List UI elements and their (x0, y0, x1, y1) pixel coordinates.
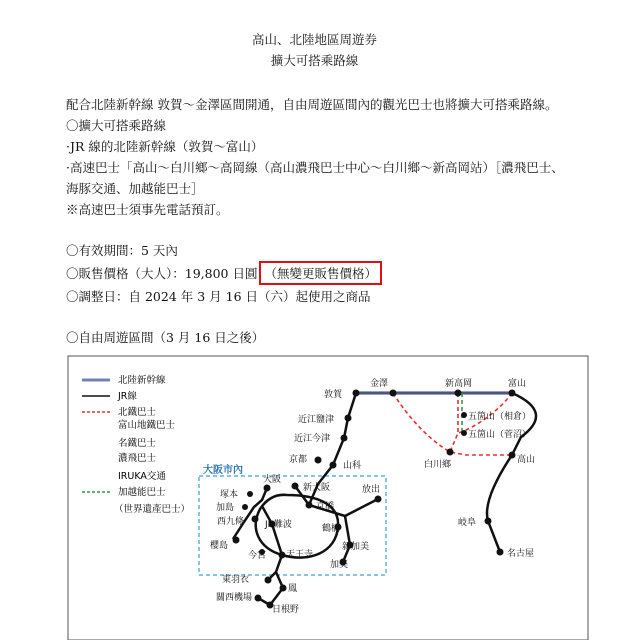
bus-line-text-1: ·高速巴士「高山～白川鄉～高岡線（高山濃飛巴士中心～白川鄉～新高岡站）［濃飛巴士、 (66, 160, 564, 175)
dot-shirakawago (447, 449, 454, 456)
label-kansaiairport: 關西機場 (216, 593, 253, 603)
label-shinkami: 新加美 (342, 542, 370, 552)
dot-higashihagoromo (265, 577, 272, 584)
page-title: 高山、北陸地區周遊券 (251, 32, 377, 47)
label-nagoya: 名古屋 (507, 549, 535, 559)
jr-osakahigashi-line (343, 516, 350, 562)
dot-takayama (509, 452, 516, 459)
label-nishikujo: 西九條 (217, 517, 245, 527)
dot-kyoto (315, 457, 322, 464)
page-subtitle: 擴大可搭乘路線 (270, 53, 359, 68)
label-omiimazu: 近江今津 (294, 434, 331, 444)
adjust-date-text: 〇調整日：自 2024 年 3 月 16 日（六）起使用之商品 (66, 289, 371, 304)
legend (82, 374, 190, 515)
label-shinosaka: 新大阪 (303, 483, 331, 493)
label-kanazawa: 金澤 (370, 379, 389, 389)
label-jrnamba: JR難波 (265, 520, 292, 530)
dot-sakurajima (233, 537, 240, 544)
dot-gokayama-suganuma (461, 430, 467, 436)
price-label: 〇販售價格（大人）：19,800 日圓 (66, 266, 258, 281)
label-osaka: 大阪 (263, 475, 282, 485)
label-tennoji: 天王寺 (286, 550, 314, 560)
dot-toyama (509, 390, 516, 397)
legend-shinkansen: 北陸新幹線 (118, 375, 166, 386)
dot-shinosaka (292, 483, 299, 490)
legend-kaetsuno-note: （世界遺產巴士） (114, 504, 191, 515)
legend-hokutetsu-2: 富山地鐵巴士 (118, 420, 176, 431)
intro-text: 配合北陸新幹線 敦賀～金澤區間開通，自由周遊區間內的觀光巴士也將擴大可搭乘路線。 (66, 97, 558, 112)
label-shintakaoka: 新高岡 (445, 379, 473, 389)
label-hineno: 日根野 (272, 605, 300, 615)
bus-line-text-2: 海豚交通、加越能巴士］ (66, 181, 204, 196)
jr-hanwa-line (270, 555, 283, 605)
legend-jr: JR線 (118, 391, 137, 402)
jr-routes (233, 393, 536, 605)
dot-osaka (264, 485, 271, 492)
label-imamiya: 今宮 (248, 551, 267, 561)
dot-kanazawa (390, 390, 397, 397)
label-kami: 加美 (330, 560, 349, 570)
dot-kashima (242, 504, 248, 510)
label-omishiotsu: 近江鹽津 (298, 415, 335, 425)
jr-namba-line (262, 506, 282, 555)
label-hanaten: 放出 (362, 485, 381, 495)
label-takayama: 高山 (517, 455, 536, 465)
dot-tsukamoto (247, 491, 253, 497)
hokutetsu-bus-routes (393, 393, 512, 455)
label-toyama: 富山 (508, 379, 527, 389)
osaka-area-label: 大阪市內 (203, 465, 243, 476)
dot-shintakaoka (455, 390, 462, 397)
dot-omishiotsu (345, 415, 352, 422)
dot-yamashina (330, 462, 337, 469)
bus-kanazawa-takayama (393, 393, 512, 455)
dot-omiimazu (341, 435, 348, 442)
dot-gifu (485, 518, 492, 525)
dot-tennoji (279, 552, 286, 559)
dot-kyobashi (306, 502, 313, 509)
station-labels (210, 377, 535, 615)
price-note-highlight: （無變更販售價格） (259, 261, 382, 285)
dot-kansaiairport (255, 595, 262, 602)
legend-hokutetsu-1: 北鐵巴士 (118, 407, 157, 418)
label-tsuruga: 敦賀 (324, 390, 343, 400)
station-dots (233, 390, 516, 609)
dot-nishikujo (252, 516, 259, 523)
legend-kaetsuno: 加越能巴士 (118, 487, 166, 498)
label-tsuruhashi: 鶴橋 (322, 524, 341, 534)
label-higashihagoromo: 東羽衣 (222, 575, 250, 585)
validity-text: 〇有效期間：5 天內 (66, 243, 178, 258)
dot-tsuruga (353, 390, 360, 397)
dot-hanaten (375, 496, 382, 503)
label-gokayama-ainokura: 五箇山（相倉） (468, 412, 532, 422)
label-kyobashi: 京橋 (316, 502, 335, 512)
label-otori: 鳳 (288, 584, 298, 594)
label-tsukamoto: 塚本 (220, 490, 239, 500)
label-sakurajima: 櫻島 (210, 541, 229, 551)
map-title: 〇自由周遊區間（3 月 16 日之後） (66, 330, 265, 345)
dot-gokayama-ainokura (461, 412, 467, 418)
label-yamashina: 山科 (343, 461, 362, 471)
label-gokayama-suganuma: 五箇山（菅沼） (468, 430, 532, 440)
jr-line-text: ·JR 線的北陸新幹線（敦賀～富山） (66, 139, 264, 154)
legend-meitetsu: 名鐵巴士 (118, 438, 157, 449)
section-title: 〇擴大可搭乘路線 (66, 118, 167, 133)
label-shirakawago: 白川鄉 (424, 460, 452, 470)
dot-nagoya (497, 549, 504, 556)
legend-nohi: 濃飛巴士 (118, 453, 157, 464)
legend-iruka: IRUKA交通 (118, 471, 166, 482)
bus-toyama-shirakawago (450, 393, 512, 452)
label-kyoto: 京都 (289, 455, 308, 465)
dot-otori (280, 585, 287, 592)
label-kashima: 加島 (216, 503, 235, 513)
label-gifu: 岐阜 (458, 518, 477, 528)
reservation-note: ※高速巴士須事先電話預訂。 (66, 202, 229, 217)
